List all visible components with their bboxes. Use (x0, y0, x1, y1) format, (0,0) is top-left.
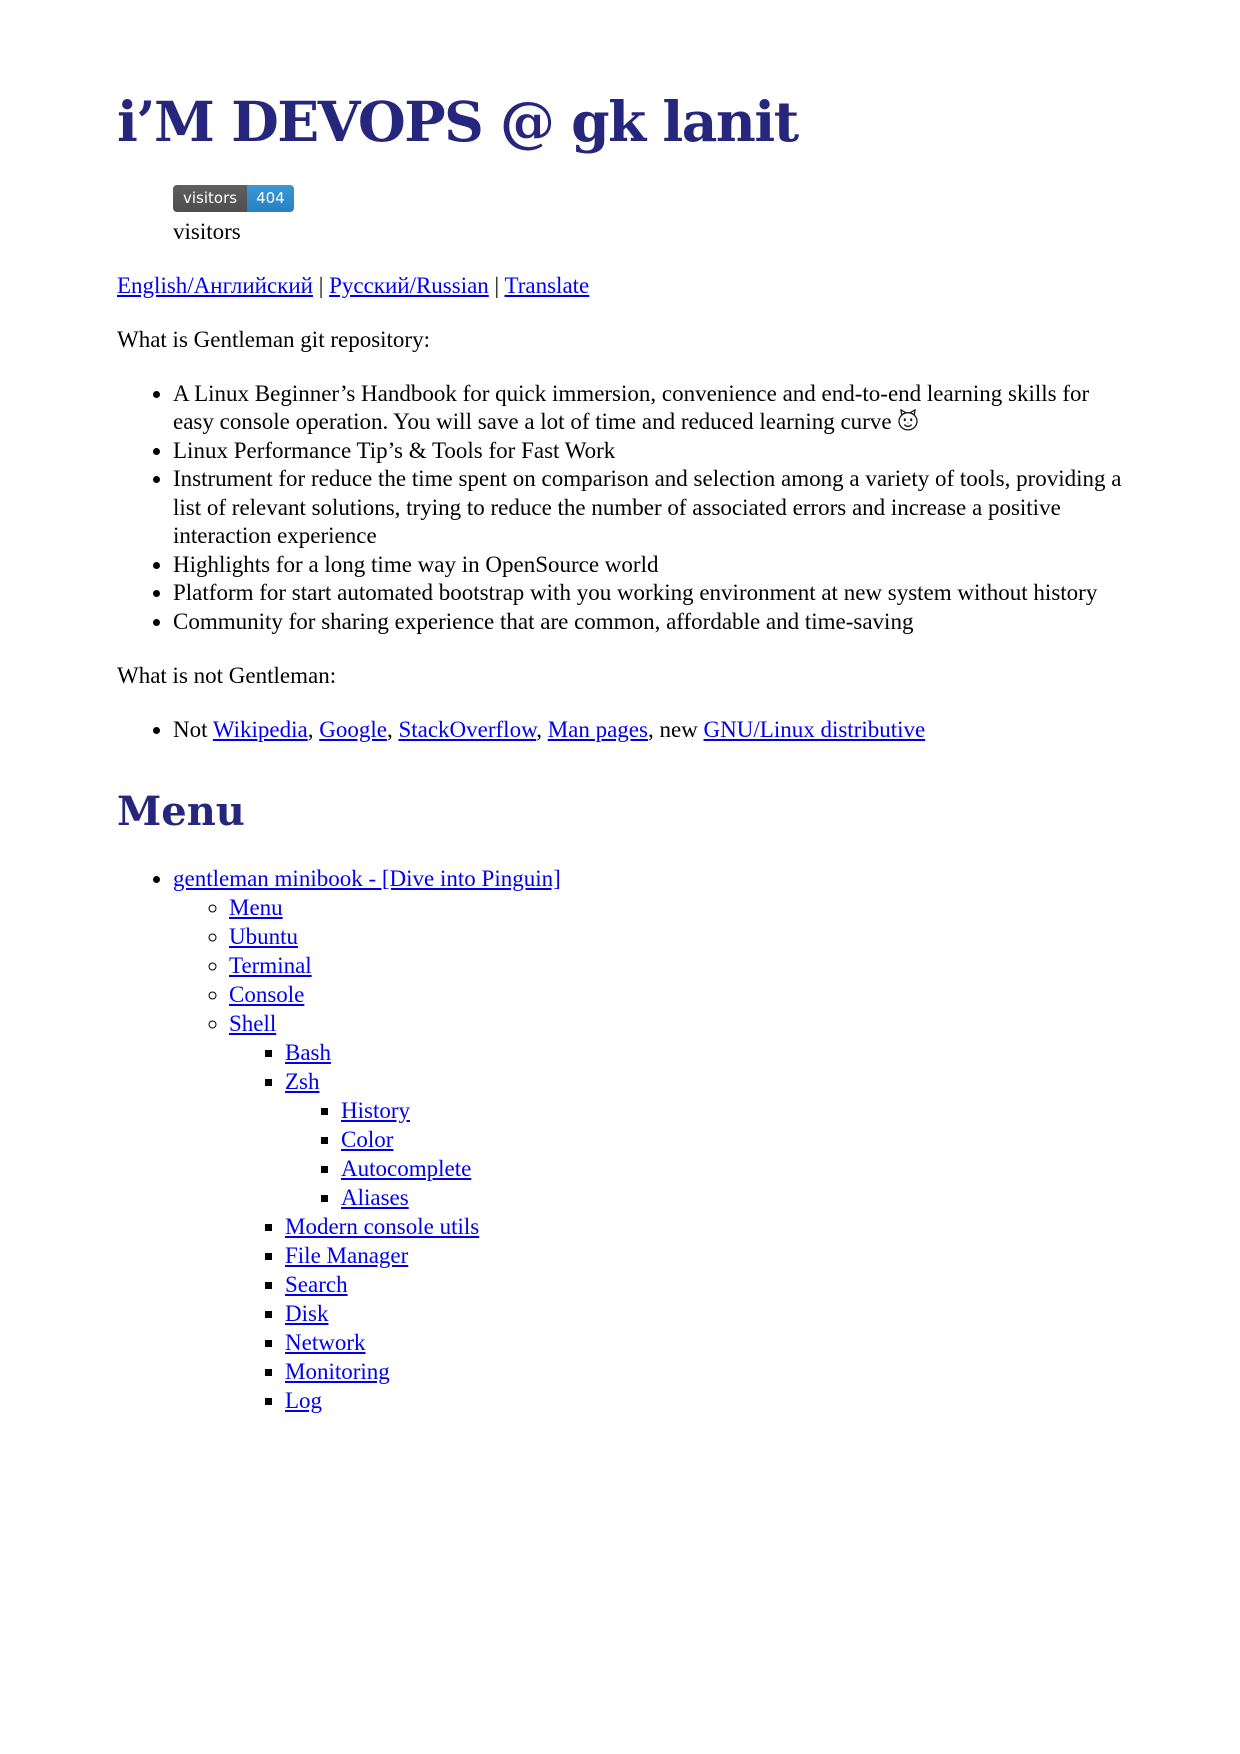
list-item: • Platform for start automated bootstrap with you working environment at new system without history (173, 579, 1125, 608)
list-item: • Highlights for a long time way in OpenSource world (173, 551, 1125, 580)
menu-item (285, 1212, 1125, 1241)
lang-link-russian[interactable]: Русский/Russian (329, 272, 489, 298)
menu-link-monitoring[interactable]: Monitoring (285, 1359, 390, 1384)
menu-item (285, 1241, 1125, 1270)
link-wikipedia[interactable]: Wikipedia (212, 717, 308, 742)
page-title: i’M DEVOPS @ gk lanit (117, 89, 798, 154)
menu-link-aliases[interactable]: Aliases (341, 1185, 409, 1210)
menu-item (229, 951, 1125, 980)
menu-item (285, 1067, 1125, 1212)
list-item: • Instrument for reduce the time spent on comparison and selection among a variety of tools, providing a list of relevant solutions, trying to reduce the number of associated errors and increase a positive interaction experience (173, 465, 1125, 551)
list-item (173, 716, 1125, 744)
separator: , (307, 717, 320, 742)
menu-link-menu[interactable]: Menu (229, 895, 283, 920)
smiling-cat-emoji-icon (895, 408, 921, 432)
menu-link-disk[interactable]: Disk (285, 1301, 329, 1326)
separator: , (386, 717, 399, 742)
menu-link-autocomplete[interactable]: Autocomplete (341, 1156, 472, 1181)
menu-link-search[interactable]: Search (285, 1272, 348, 1297)
link-man-pages[interactable]: Man pages (547, 717, 648, 742)
menu-item (341, 1183, 1125, 1212)
menu-item (285, 1038, 1125, 1067)
menu-item (285, 1386, 1125, 1415)
menu-item (173, 864, 1125, 1415)
separator: , new (647, 717, 704, 742)
menu-item (285, 1270, 1125, 1299)
menu-list (117, 864, 1125, 1415)
link-google[interactable]: Google (319, 717, 387, 742)
menu-item (341, 1125, 1125, 1154)
badge-block (173, 185, 1125, 246)
what-is-intro: What is Gentleman git repository: (117, 326, 430, 352)
menu-link-gentleman-minibook[interactable]: gentleman minibook - [Dive into Pinguin] (173, 866, 561, 891)
menu-item (229, 980, 1125, 1009)
separator: | (312, 272, 330, 298)
list-item (173, 380, 1125, 437)
menu-sublist (285, 1096, 1125, 1212)
badge-value: 404 (247, 185, 294, 212)
separator: , (536, 717, 548, 742)
menu-link-modern-console-utils[interactable]: Modern console utils (285, 1214, 480, 1239)
menu-link-history[interactable]: History (341, 1098, 410, 1123)
badge-caption: visitors (173, 218, 241, 244)
menu-link-file-manager[interactable]: File Manager (285, 1243, 409, 1268)
menu-item (229, 922, 1125, 951)
menu-item (229, 893, 1125, 922)
visitors-badge (173, 185, 294, 212)
menu-link-terminal[interactable]: Terminal (229, 953, 312, 978)
menu-link-log[interactable]: Log (285, 1388, 323, 1413)
menu-link-ubuntu[interactable]: Ubuntu (229, 924, 298, 949)
lang-link-translate[interactable]: Translate (504, 272, 590, 298)
language-links (117, 272, 1125, 300)
link-gnu-linux-distributive[interactable]: GNU/Linux distributive (703, 717, 926, 742)
menu-item (285, 1299, 1125, 1328)
menu-heading: Menu (117, 788, 245, 835)
menu-sublist (229, 1038, 1125, 1415)
menu-item (285, 1328, 1125, 1357)
what-is-not-intro: What is not Gentleman: (117, 663, 337, 688)
lang-link-english[interactable]: English/Английский (117, 272, 313, 298)
menu-sublist (173, 893, 1125, 1415)
not-gentleman-list (117, 716, 1125, 744)
list-item: • Community for sharing experience that are common, affordable and time-saving (173, 608, 1125, 637)
feature-list (117, 380, 1125, 637)
not-prefix: Not (173, 717, 213, 742)
separator: | (488, 272, 505, 298)
badge-label: visitors (173, 185, 247, 212)
menu-link-shell[interactable]: Shell (229, 1011, 277, 1036)
menu-item (229, 1009, 1125, 1415)
menu-item (341, 1154, 1125, 1183)
menu-item (341, 1096, 1125, 1125)
menu-link-bash[interactable]: Bash (285, 1040, 331, 1065)
menu-item (285, 1357, 1125, 1386)
list-item-text: A Linux Beginner’s Handbook for quick immersion, convenience and end-to-end learning skills for easy console operation. You will save a lot of time and reduced learning curve (173, 380, 1090, 434)
menu-link-console[interactable]: Console (229, 982, 305, 1007)
menu-link-color[interactable]: Color (341, 1127, 394, 1152)
menu-link-network[interactable]: Network (285, 1330, 366, 1355)
link-stackoverflow[interactable]: StackOverflow (398, 717, 537, 742)
menu-link-zsh[interactable]: Zsh (285, 1069, 320, 1094)
list-item: • Linux Performance Tip’s & Tools for Fast Work (173, 437, 1125, 466)
